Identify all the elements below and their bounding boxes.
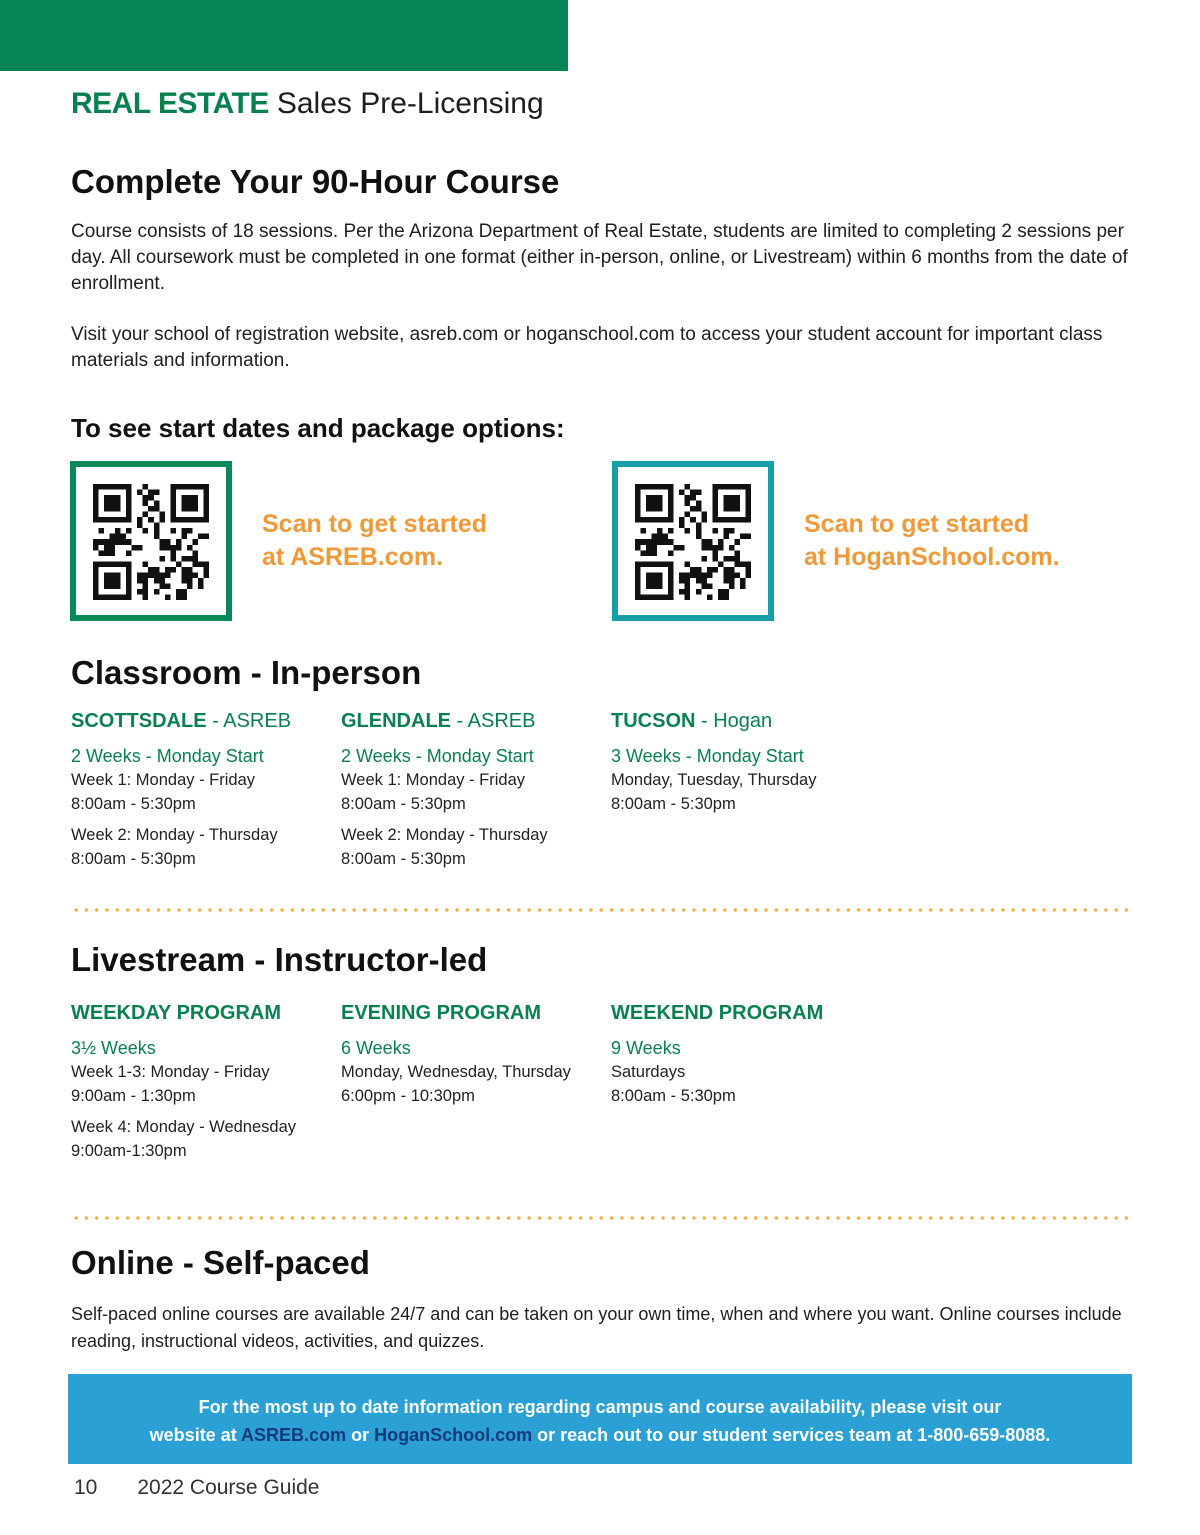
location-city: TUCSON bbox=[611, 710, 696, 732]
week1-days-text: : Monday - Friday bbox=[126, 771, 256, 789]
week2-label: Week 2 bbox=[71, 826, 127, 844]
scan-asreb-line1: Scan to get started bbox=[262, 510, 488, 538]
classroom-section-title bbox=[71, 653, 421, 693]
week1-label: Week 1 bbox=[341, 771, 397, 789]
location-heading bbox=[341, 708, 606, 734]
footer-guide-title: 2022 Course Guide bbox=[137, 1476, 320, 1499]
livestream-program-weekday bbox=[71, 1000, 336, 1163]
week1-days-text: : Monday - Friday bbox=[396, 771, 526, 789]
location-duration: 2 Weeks - Monday Start bbox=[341, 746, 534, 766]
schedule-days: Monday, Tuesday, Thursday bbox=[611, 771, 817, 789]
hoganschool-link[interactable]: HoganSchool.com bbox=[374, 1425, 533, 1445]
location-heading bbox=[71, 708, 336, 734]
livestream-section-title bbox=[71, 940, 487, 980]
week2-time: 8:00am - 5:30pm bbox=[341, 850, 466, 868]
week1-time: 8:00am - 5:30pm bbox=[341, 795, 466, 813]
week2-days-text: : Monday - Thursday bbox=[126, 826, 278, 844]
banner-suffix: or reach out to our student services team at 1-800-659-8088. bbox=[532, 1425, 1051, 1445]
week2-days-text: : Monday - Wednesday bbox=[126, 1118, 297, 1136]
livestream-title-rest: - Instructor-led bbox=[245, 941, 488, 978]
banner-line1: For the most up to date information regarding campus and course availability, please visit our bbox=[198, 1397, 1002, 1417]
classroom-title-rest: - In-person bbox=[241, 654, 422, 691]
online-section-title bbox=[71, 1243, 370, 1283]
dotted-divider bbox=[71, 908, 1133, 912]
week2-label: Week 2 bbox=[341, 826, 397, 844]
week2-days bbox=[71, 823, 336, 847]
classroom-title-bold: Classroom bbox=[71, 654, 242, 691]
location-school: - ASREB bbox=[206, 710, 292, 732]
week1-days bbox=[71, 1060, 336, 1084]
schedule-time: 6:00pm - 10:30pm bbox=[341, 1087, 475, 1105]
week1-time: 9:00am - 1:30pm bbox=[71, 1087, 196, 1105]
course-intro-paragraph: Course consists of 18 sessions. Per the Arizona Department of Real Estate, students are limited to completing 2 sessions per day. All coursework must be completed in one format (either in-person, online, or Livestream) within 6 months from the date of enrollment. bbox=[71, 221, 1128, 294]
page-number: 10 bbox=[74, 1476, 98, 1499]
location-school: - Hogan bbox=[695, 710, 773, 732]
week1-label: Week 1 bbox=[71, 771, 127, 789]
program-name: WEEKDAY PROGRAM bbox=[71, 1002, 282, 1024]
classroom-location-scottsdale bbox=[71, 708, 336, 871]
week2-label: Week 4 bbox=[71, 1118, 127, 1136]
qr-code-hoganschool[interactable] bbox=[612, 461, 774, 621]
location-city: GLENDALE bbox=[341, 710, 451, 732]
week1-label: Week 1-3 bbox=[71, 1063, 142, 1081]
program-duration: 9 Weeks bbox=[611, 1038, 681, 1058]
program-duration: 6 Weeks bbox=[341, 1038, 411, 1058]
banner-mid: or bbox=[346, 1425, 375, 1445]
livestream-program-evening bbox=[341, 1000, 606, 1108]
page-footer bbox=[74, 1473, 319, 1503]
week1-time: 8:00am - 5:30pm bbox=[71, 795, 196, 813]
program-name: EVENING PROGRAM bbox=[341, 1002, 542, 1024]
qr-code-icon bbox=[635, 484, 751, 600]
program-name: WEEKEND PROGRAM bbox=[611, 1002, 824, 1024]
top-color-bar bbox=[0, 0, 568, 71]
week1-days-text: : Monday - Friday bbox=[141, 1063, 270, 1081]
asreb-link[interactable]: ASREB.com bbox=[241, 1425, 347, 1445]
week1-days bbox=[341, 768, 606, 792]
schedule-time: 8:00am - 5:30pm bbox=[611, 1087, 736, 1105]
page-header bbox=[71, 86, 544, 122]
schedule-time: 8:00am - 5:30pm bbox=[611, 795, 736, 813]
livestream-title-bold: Livestream bbox=[71, 941, 246, 978]
start-dates-heading: To see start dates and package options: bbox=[71, 413, 565, 443]
week2-time: 9:00am-1:30pm bbox=[71, 1142, 187, 1160]
program-duration: 3½ Weeks bbox=[71, 1038, 156, 1058]
week2-days-text: : Monday - Thursday bbox=[396, 826, 548, 844]
scan-asreb-line2: at ASREB.com. bbox=[262, 543, 444, 571]
classroom-location-tucson bbox=[611, 708, 876, 816]
week2-days bbox=[341, 823, 606, 847]
scan-hogan-text bbox=[804, 508, 1060, 574]
online-title-rest: - Self-paced bbox=[173, 1244, 370, 1281]
info-banner bbox=[68, 1374, 1132, 1464]
scan-hogan-line1: Scan to get started bbox=[804, 510, 1030, 538]
scan-asreb-text bbox=[262, 508, 487, 574]
classroom-location-glendale bbox=[341, 708, 606, 871]
week2-time: 8:00am - 5:30pm bbox=[71, 850, 196, 868]
scan-hogan-line2: at HoganSchool.com. bbox=[804, 543, 1060, 571]
online-title-bold: Online bbox=[71, 1244, 174, 1281]
banner-line2 bbox=[68, 1421, 1132, 1449]
registration-paragraph: Visit your school of registration website, asreb.com or hoganschool.com to access your student account for important class materials and information. bbox=[71, 324, 1103, 371]
qr-code-asreb[interactable] bbox=[70, 461, 232, 621]
qr-code-icon bbox=[93, 484, 209, 600]
livestream-program-weekend bbox=[611, 1000, 876, 1108]
schedule-days: Saturdays bbox=[611, 1063, 686, 1081]
banner-prefix: website at bbox=[149, 1425, 242, 1445]
dotted-divider bbox=[71, 1216, 1133, 1220]
page-title: Complete Your 90-Hour Course bbox=[71, 163, 560, 200]
schedule-days: Monday, Wednesday, Thursday bbox=[341, 1063, 571, 1081]
location-duration: 2 Weeks - Monday Start bbox=[71, 746, 264, 766]
location-city: SCOTTSDALE bbox=[71, 710, 207, 732]
location-duration: 3 Weeks - Monday Start bbox=[611, 746, 804, 766]
week2-days bbox=[71, 1115, 336, 1139]
location-heading bbox=[611, 708, 876, 734]
week1-days bbox=[71, 768, 336, 792]
header-brand: REAL ESTATE bbox=[71, 87, 269, 120]
online-description: Self-paced online courses are available 24/7 and can be taken on your own time, when and where you want. Online courses include reading, instructional videos, activities, and quizzes. bbox=[71, 1304, 1122, 1351]
location-school: - ASREB bbox=[451, 710, 536, 732]
header-subtitle: Sales Pre-Licensing bbox=[276, 87, 544, 120]
